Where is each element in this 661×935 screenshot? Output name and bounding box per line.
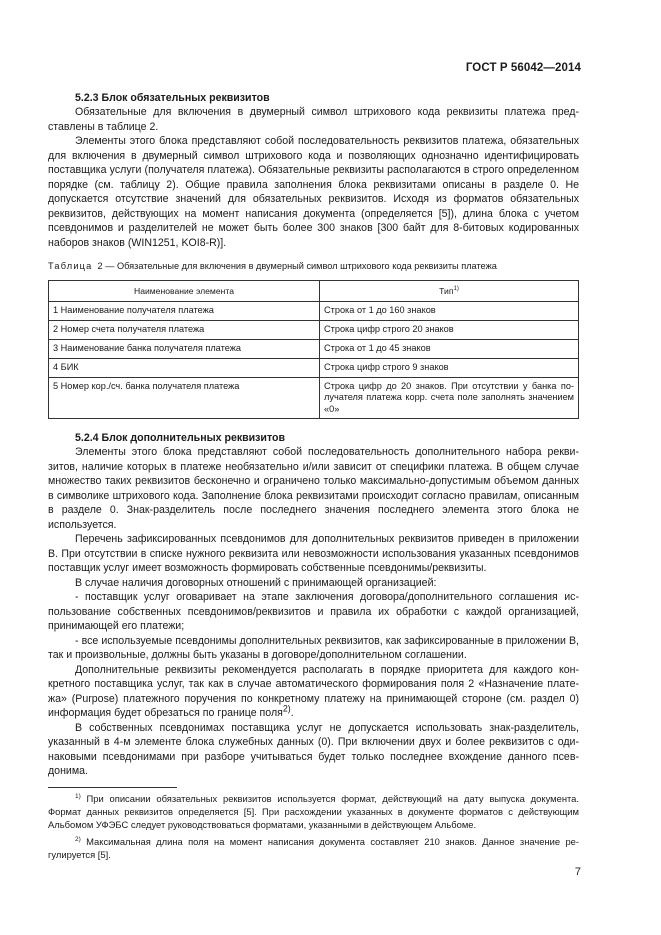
paragraph bbox=[48, 663, 579, 721]
paragraph: В собственных псевдонимах поставщика услуг не допускается использовать знак-разделитель, указанный в 4-м элементе блока служебных данных (0). При включении двух и более реквизитов с одинаковыми псевдонимами при разборе учитываться будет только последнее вхождение данного псевдонима. bbox=[48, 721, 579, 777]
table-cell-type: Строка цифр до 20 знаков. При отсутствии у банка получателя платежа корр. счета поле заполнять значением «0» bbox=[320, 377, 579, 419]
page-content bbox=[48, 91, 579, 861]
paragraph: Элементы этого блока представляют собой последовательность дополнительного набора реквизитов, наличие которых в платеже необязательно и/или зависит от специфики платежа. В общем случае множество таких реквизитов бесконечно и ограничено только максимально-допустимым объемом данных в символике штрихового кода. Заполнение блока реквизитами происходит согласно правилам, описанным в разделе 0. Знак-разделитель после последнего значения последнего элемента этого блока не используется. bbox=[48, 446, 579, 531]
table-row bbox=[49, 339, 579, 358]
list-item: - поставщик услуг оговаривает на этапе заключения договора/дополнительного соглашения использование собственных псевдонимов/реквизитов и правила их обработки с каждой организацией, принимающей его платежи; bbox=[48, 591, 579, 632]
table-row bbox=[49, 301, 579, 320]
column-header-type bbox=[320, 281, 579, 302]
table-cell-type: Строка цифр строго 9 знаков bbox=[320, 358, 579, 377]
table-caption-label: Таблица bbox=[48, 261, 93, 271]
footnote bbox=[48, 835, 579, 861]
table-cell-name: 4 БИК bbox=[49, 358, 320, 377]
page-number: 7 bbox=[574, 866, 581, 878]
table-cell-name: 1 Наименование получателя платежа bbox=[49, 301, 320, 320]
footnote-ref: 1) bbox=[453, 286, 459, 293]
footnote-text: При описании обязательных реквизитов используется формат, действующий на дату выпуска документа. Формат данных реквизитов определяется [5]. При расхождении указанных в документе форматов с действующим Альбомом УФЭБС следует руководствоваться форматами, указанными в действующем Альбоме. bbox=[48, 792, 579, 830]
table-row bbox=[49, 377, 579, 419]
footnote-text: Максимальная длина поля на момент написания документа составляет 210 знаков. Данное значение регулируется [5]. bbox=[48, 835, 579, 860]
paragraph: Элементы этого блока представляют собой последовательность реквизитов платежа, обязательных для включения в двумерный символ штрихового кода и позволяющих однозначно идентифицировать поставщика услуги (получателя платежа). Обязательные реквизиты располагаются в строго определенном порядке (см. таблицу 2). Общие правила заполнения блока реквизитами описаны в разделе 0. Не допускается отсутствие значений для обязательных реквизитов. Исходя из форматов обязательных реквизитов, действующих на момент написания документа (определяется [5]), длина блока с учетом псевдонимов и разделителей не может быть более 300 знаков [300 байт для 8-битовых кодированных наборов знаков (WIN1251, KOI8-R)]. bbox=[48, 135, 579, 249]
footnote-mark: 1) bbox=[75, 792, 81, 800]
paragraph-text: Дополнительные реквизиты рекомендуется располагать в порядке приоритета для каждого конкретного поставщика услуг, так как в случае автоматического формирования поля 2 «Назначение платежа» (Purpose) платежного поручения по конкретному платежу на принимающей стороне (см. раздел 0) информация будет обрезаться по границе поля bbox=[48, 663, 579, 719]
table-cell-type: Строка от 1 до 45 знаков bbox=[320, 339, 579, 358]
table-cell-name: 5 Номер кор./сч. банка получателя платежа bbox=[49, 377, 320, 419]
document-id: ГОСТ Р 56042—2014 bbox=[465, 62, 581, 74]
footnote-mark: 2) bbox=[75, 835, 81, 843]
table-cell-name: 3 Наименование банка получателя платежа bbox=[49, 339, 320, 358]
section-title-5-2-3: 5.2.3 Блок обязательных реквизитов bbox=[75, 92, 270, 104]
section-title-5-2-4: 5.2.4 Блок дополнительных реквизитов bbox=[75, 432, 285, 444]
footnote bbox=[48, 792, 579, 831]
table-cell-type: Строка от 1 до 160 знаков bbox=[320, 301, 579, 320]
footnote-ref: 2) bbox=[282, 703, 291, 714]
paragraph: Обязательные для включения в двумерный символ штрихового кода реквизиты платежа представлены в таблице 2. bbox=[48, 106, 579, 133]
paragraph: Перечень зафиксированных псевдонимов для дополнительных реквизитов приведен в приложении В. При отсутствии в списке нужного реквизита или невозможности использования указанных псевдонимов поставщик услуг имеет возможность формировать собственные псевдонимы/реквизиты. bbox=[48, 533, 579, 574]
column-header-name: Наименование элемента bbox=[49, 281, 320, 302]
table-cell-name: 2 Номер счета получателя платежа bbox=[49, 320, 320, 339]
table-row bbox=[49, 358, 579, 377]
table-caption bbox=[48, 260, 579, 272]
table-caption-text: 2 — Обязательные для включения в двумерный символ штрихового кода реквизиты платежа bbox=[97, 261, 497, 271]
paragraph: В случае наличия договорных отношений с принимающей организацией: bbox=[75, 576, 437, 589]
table-row bbox=[49, 320, 579, 339]
column-header-type-label: Тип bbox=[439, 286, 454, 296]
footnote-separator bbox=[48, 787, 177, 788]
paragraph-end: . bbox=[290, 707, 294, 719]
required-fields-table bbox=[48, 280, 579, 419]
list-item: - все используемые псевдонимы дополнительных реквизитов, как зафиксированные в приложении В, так и произвольные, должны быть указаны в договоре/дополнительном соглашении. bbox=[48, 634, 579, 661]
table-header-row bbox=[49, 281, 579, 302]
table-cell-type: Строка цифр строго 20 знаков bbox=[320, 320, 579, 339]
